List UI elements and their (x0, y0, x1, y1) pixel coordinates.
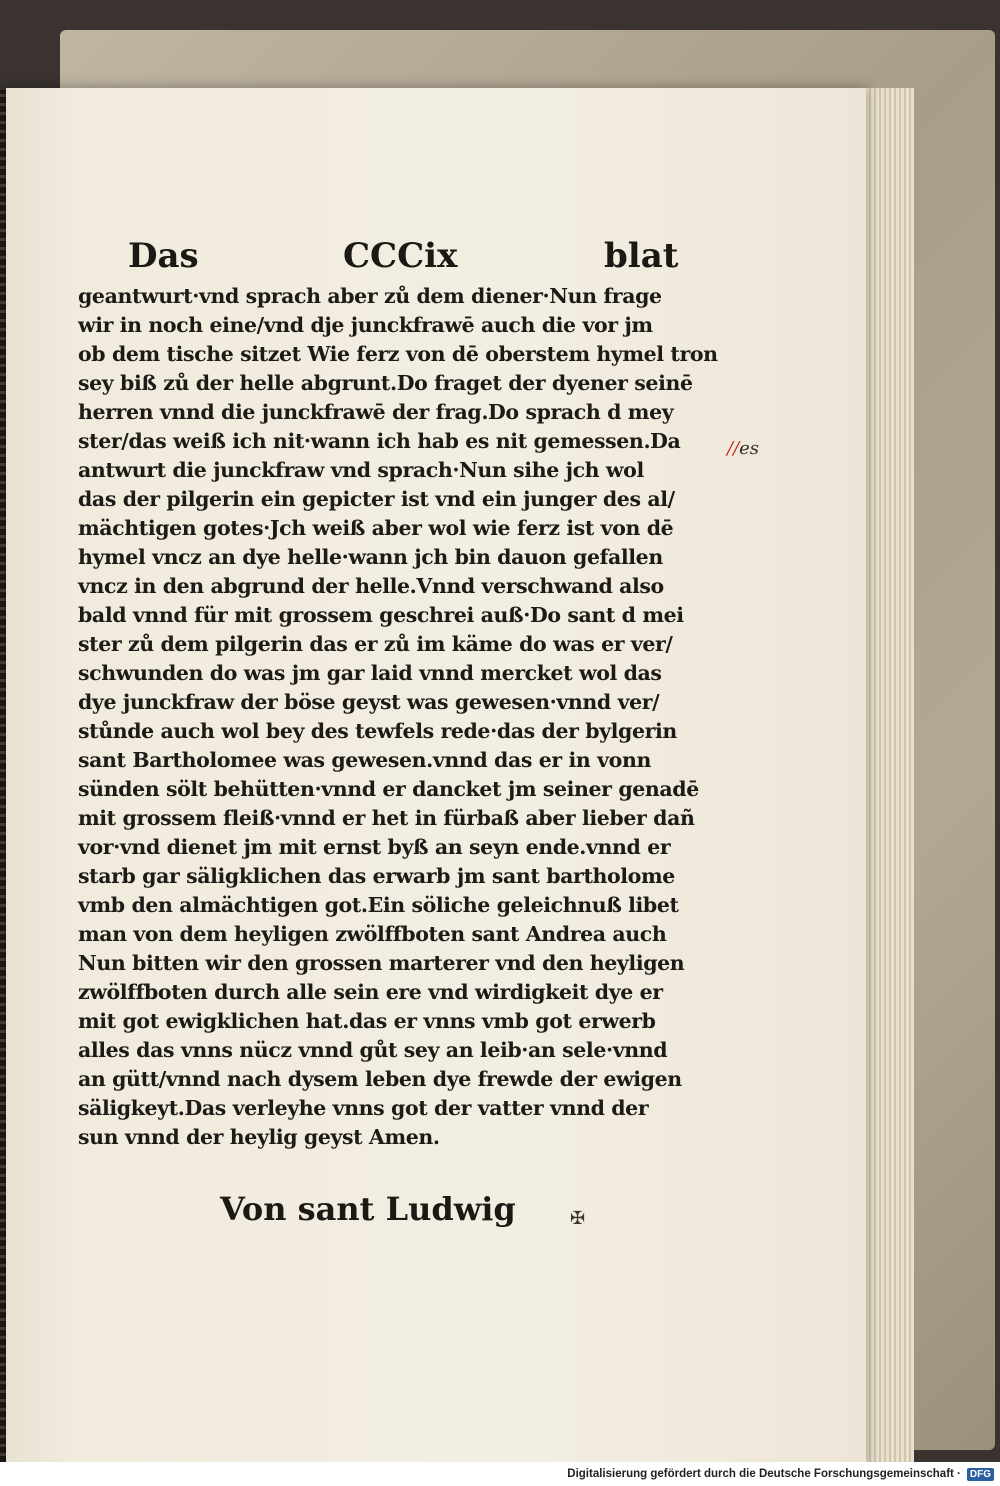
text-line: sant Bartholomee was gewesen.vnnd das er in vonn (78, 748, 651, 772)
text-line: geantwurt·vnd sprach aber zů dem diener·Nun frage (78, 284, 662, 308)
text-line: wir in noch eine/vnd dje junckfrawē auch die vor jm (78, 313, 653, 337)
text-line: ob dem tische sitzet Wie ferz von dē oberstem hymel tron (78, 342, 718, 366)
text-line: ster zů dem pilgerin das er zů im käme do was er ver/ (78, 632, 673, 656)
text-line: stůnde auch wol bey des tewfels rede·das der bylgerin (78, 719, 677, 743)
header-left: Das (128, 236, 199, 276)
text-line: säligkeyt.Das verleyhe vnns got der vatter vnnd der (78, 1096, 649, 1120)
text-line: schwunden do was jm gar laid vnnd mercket wol das (78, 661, 662, 685)
footer-bar (0, 1462, 1000, 1486)
text-line: vor·vnd dienet jm mit ernst byß an seyn ende.vnnd er (78, 835, 671, 859)
funding-notice: Digitalisierung gefördert durch die Deutsche Forschungsgemeinschaft · (567, 1468, 961, 1480)
text-line: vmb den almächtigen got.Ein söliche geleichnuß libet (78, 893, 679, 917)
text-line: bald vnnd für mit grossem geschrei auß·Do sant d mei (78, 603, 684, 627)
text-line: an gütt/vnnd nach dysem leben dye frewde der ewigen (78, 1067, 682, 1091)
text-line: sünden sölt behütten·vnnd er dancket jm seiner genadē (78, 777, 699, 801)
page-text-block (78, 236, 718, 1152)
section-heading: Von sant Ludwig (220, 1190, 516, 1228)
margin-annotation: //es (727, 438, 760, 459)
text-line: starb gar säligklichen das erwarb jm sant bartholome (78, 864, 675, 888)
text-line: sey biß zů der helle abgrunt.Do fraget der dyener seinē (78, 371, 693, 395)
text-line: sun vnnd der heylig geyst Amen. (78, 1125, 440, 1149)
running-header (78, 236, 714, 282)
text-lines (78, 282, 718, 1152)
text-line: mit grossem fleiß·vnnd er het in fürbaß aber lieber dañ (78, 806, 695, 830)
text-line: Nun bitten wir den grossen marterer vnd den heyligen (78, 951, 685, 975)
folio-number: CCCix (343, 236, 458, 276)
text-line: dye junckfraw der böse geyst was gewesen·vnnd ver/ (78, 690, 660, 714)
text-line: antwurt die junckfraw vnd sprach·Nun sihe jch wol (78, 458, 644, 482)
ornament-icon: ✠ (570, 1208, 586, 1229)
dfg-logo: DFG (967, 1468, 994, 1481)
text-line: das der pilgerin ein gepicter ist vnd ein junger des al/ (78, 487, 675, 511)
text-line: hymel vncz an dye helle·wann jch bin dauon gefallen (78, 545, 663, 569)
text-line: mit got ewigklichen hat.das er vnns vmb got erwerb (78, 1009, 656, 1033)
text-line: mächtigen gotes·Jch weiß aber wol wie ferz ist von dē (78, 516, 674, 540)
text-line: zwölffboten durch alle sein ere vnd wirdigkeit dye er (78, 980, 663, 1004)
text-line: alles das vnns nücz vnnd gůt sey an leib·an sele·vnnd (78, 1038, 668, 1062)
text-line: vncz in den abgrund der helle.Vnnd verschwand also (78, 574, 664, 598)
text-line: ster/das weiß ich nit·wann ich hab es nit gemessen.Da (78, 429, 681, 453)
text-line: man von dem heyligen zwölffboten sant Andrea auch (78, 922, 667, 946)
header-right: blat (604, 236, 679, 276)
text-line: herren vnnd die junckfrawē der frag.Do sprach d mey (78, 400, 674, 424)
